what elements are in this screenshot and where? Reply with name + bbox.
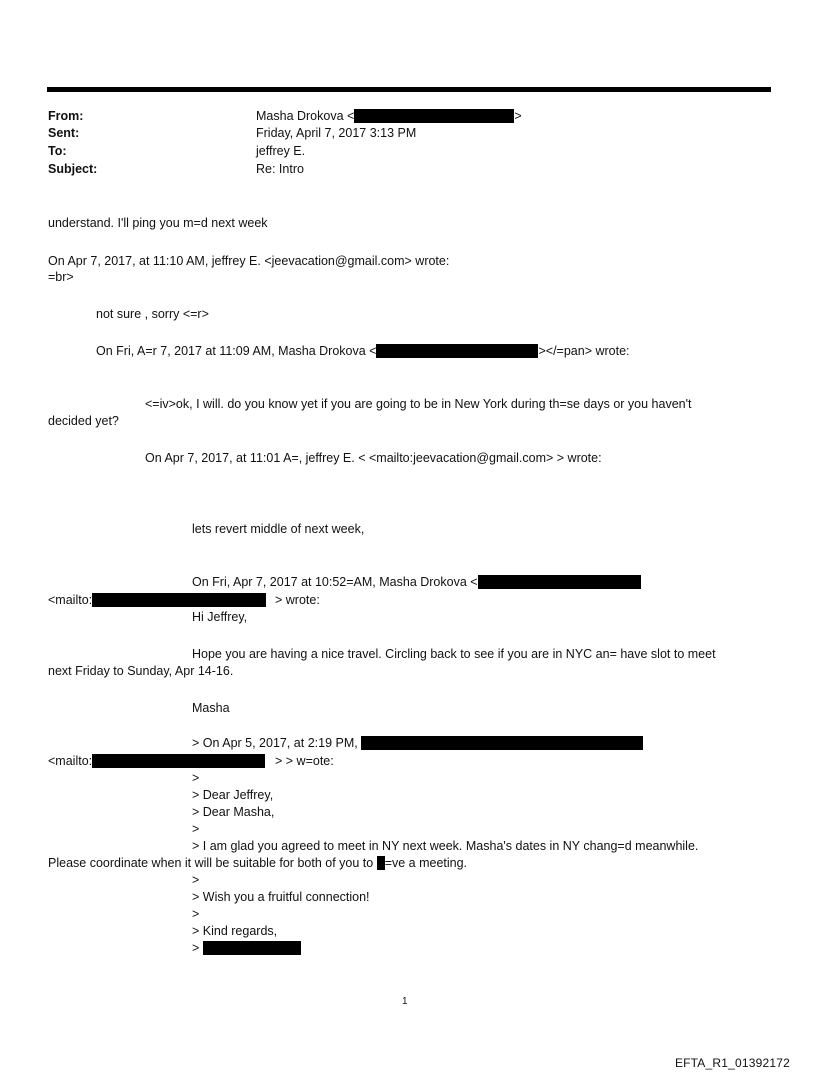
body-text: <mailto:: [48, 593, 93, 607]
body-line: lets revert middle of next week,: [192, 522, 365, 536]
body-text: On Fri, A=r 7, 2017 at 11:09 AM, Masha Drokova <: [96, 344, 377, 358]
body-text: >: [192, 941, 200, 955]
redaction-box: [376, 344, 538, 358]
body-line: understand. I'll ping you m=d next week: [48, 216, 268, 230]
sent-value: Friday, April 7, 2017 3:13 PM: [256, 126, 417, 140]
subject-value: Re: Intro: [256, 162, 304, 176]
page-number: 1: [402, 996, 408, 1007]
sent-label: Sent:: [48, 126, 80, 140]
to-label: To:: [48, 144, 67, 158]
body-line: > Dear Jeffrey,: [192, 788, 274, 802]
body-line: =br>: [48, 270, 74, 284]
to-value: jeffrey E.: [256, 144, 306, 158]
body-line: Hope you are having a nice travel. Circling back to see if you are in NYC an= have slot to meet: [192, 647, 716, 661]
body-line: [192, 736, 643, 751]
body-line: >: [192, 873, 200, 887]
body-line: [192, 941, 301, 956]
from-name: Masha Drokova <: [256, 109, 355, 123]
redaction-box: [203, 941, 301, 955]
body-line: >: [192, 771, 200, 785]
body-line: [96, 344, 630, 359]
body-line: Masha: [192, 701, 230, 715]
from-close: >: [514, 109, 522, 123]
body-text: =ve a meeting.: [384, 856, 468, 870]
body-text: On Fri, Apr 7, 2017 at 10:52=AM, Masha Drokova <: [192, 575, 478, 589]
redaction-box: [354, 109, 514, 123]
body-line: [192, 575, 641, 590]
body-text: ></=pan> wrote:: [538, 344, 630, 358]
body-text: > On Apr 5, 2017, at 2:19 PM,: [192, 736, 358, 750]
body-line: > Wish you a fruitful connection!: [192, 890, 370, 904]
body-line: > Dear Masha,: [192, 805, 275, 819]
body-line: > wrote:: [275, 593, 320, 607]
from-label: From:: [48, 109, 84, 123]
body-line: > > w=ote:: [275, 754, 334, 768]
document-id: EFTA_R1_01392172: [674, 1056, 790, 1070]
body-text: Please coordinate when it will be suitable for both of you to: [48, 856, 374, 870]
body-text: <mailto:: [48, 754, 93, 768]
body-line: decided yet?: [48, 414, 119, 428]
body-line: not sure , sorry <=r>: [96, 307, 209, 321]
from-value: [256, 109, 522, 123]
redaction-box: [377, 856, 385, 870]
body-line: [48, 754, 265, 769]
body-line: <=iv>ok, I will. do you know yet if you are going to be in New York during th=se days or you haven't: [145, 397, 692, 411]
body-line: > Kind regards,: [192, 924, 278, 938]
body-line: > I am glad you agreed to meet in NY next week. Masha's dates in NY chang=d meanwhile.: [192, 839, 699, 853]
body-line: next Friday to Sunday, Apr 14-16.: [48, 664, 234, 678]
header-rule: [47, 87, 771, 92]
redaction-box: [478, 575, 641, 589]
body-line: [48, 593, 266, 608]
redaction-box: [92, 754, 265, 768]
body-line: On Apr 7, 2017, at 11:01 A=, jeffrey E. < <mailto:jeevacation@gmail.com> > wrote:: [145, 451, 602, 465]
body-line: On Apr 7, 2017, at 11:10 AM, jeffrey E. <jeevacation@gmail.com> wrote:: [48, 254, 450, 268]
redaction-box: [361, 736, 643, 750]
body-line: Hi Jeffrey,: [192, 610, 248, 624]
body-line: [48, 856, 467, 871]
body-line: >: [192, 822, 200, 836]
redaction-box: [92, 593, 266, 607]
subject-label: Subject:: [48, 162, 98, 176]
body-line: >: [192, 907, 200, 921]
